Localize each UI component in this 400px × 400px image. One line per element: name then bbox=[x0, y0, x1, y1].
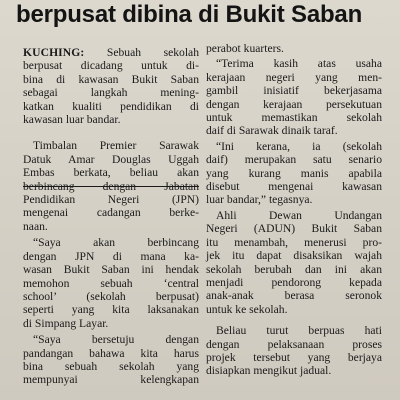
text-line: yang kurang manis apabila bbox=[206, 166, 382, 180]
dateline: KUCHING: bbox=[23, 46, 85, 59]
text-line: seperti yang kita laksanakan bbox=[23, 303, 199, 317]
text-line: menjadi pendorong kepada bbox=[206, 275, 382, 289]
paragraph-quote-2 bbox=[206, 140, 382, 207]
text-line: kerajaan negeri yang men- bbox=[206, 70, 382, 84]
text-line-struck: berbincang dengan Jabatan bbox=[23, 179, 199, 193]
text-line: gambil inisiatif bekerjasama bbox=[206, 84, 382, 98]
text-line: dengan kerajaan persekutuan bbox=[206, 97, 382, 111]
text-line: wasan Bukit Saban ini hendak bbox=[23, 263, 199, 277]
text-line: Embas berkata, beliau akan bbox=[23, 166, 199, 180]
text-line: Beliau turut berpuas hati bbox=[216, 324, 382, 338]
text-line: “Saya bersetuju dengan bbox=[33, 333, 199, 347]
paragraph-adun bbox=[206, 209, 382, 316]
text-line: memohon sebuah ‘central bbox=[23, 276, 199, 290]
text-line: mengenai cadangan berke- bbox=[23, 206, 199, 220]
text-line: “Terima kasih atas usaha bbox=[216, 57, 382, 71]
text-line: luar bandar,” tegasnya. bbox=[206, 193, 313, 207]
text-line: disiapkan mengikut jadual. bbox=[206, 364, 332, 378]
text-line: untuk memastikan sekolah bbox=[206, 111, 382, 125]
text-line: projek tersebut yang berjaya bbox=[206, 350, 382, 364]
text-line: perabot kuarters. bbox=[206, 42, 284, 55]
text-line: Pendidikan Negeri (JPN) bbox=[23, 193, 199, 207]
text-line: pandangan bahawa kita harus bbox=[23, 346, 199, 360]
text-line: Ahli Dewan Undangan bbox=[216, 208, 382, 222]
text-line: Timbalan Premier Sarawak bbox=[33, 139, 199, 153]
paragraph-2 bbox=[23, 139, 199, 233]
text-line: “Saya akan berbincang bbox=[33, 236, 199, 250]
headline: berpusat dibina di Bukit Saban bbox=[16, 1, 363, 28]
paragraph-continued bbox=[206, 42, 382, 55]
text-line: daif di Sarawak dinaik taraf. bbox=[206, 124, 338, 138]
text-line: di Simpang Layar. bbox=[23, 316, 109, 330]
paragraph-1 bbox=[23, 46, 199, 126]
paragraph-3 bbox=[23, 236, 199, 330]
article-column-right bbox=[206, 42, 382, 380]
text-line: disebut mengenai kawasan bbox=[206, 180, 382, 194]
text-line: Negeri (ADUN) Bukit Saban bbox=[206, 222, 382, 236]
paragraph-quote-1 bbox=[206, 57, 382, 137]
text-line: katkan kualiti pendidikan di bbox=[23, 99, 199, 113]
text-line: bina sebuah sekolah yang bbox=[23, 359, 199, 373]
text-line: jek itu dapat disaksikan wajah bbox=[206, 249, 382, 263]
text-line: dengan pelaksanaan proses bbox=[206, 337, 382, 351]
paragraph-1-opening: Sebuah sekolah bbox=[106, 46, 199, 59]
text-line: sekolah berubah dan ini akan bbox=[206, 262, 382, 276]
text-line: school’ (sekolah berpusat) bbox=[23, 289, 199, 303]
text-line: untuk ke sekolah. bbox=[206, 302, 288, 316]
text-line: Datuk Amar Douglas Uggah bbox=[23, 152, 199, 166]
text-line: bina di kawasan Bukit Saban bbox=[23, 72, 199, 86]
text-line: kawasan luar bandar. bbox=[23, 113, 121, 127]
text-line: dengan JPN di mana ka- bbox=[23, 249, 199, 263]
text-line: mempunyai kelengkapan bbox=[23, 373, 199, 387]
text-line: naan. bbox=[23, 219, 48, 233]
text-line: “Ini kerana, ia (sekolah bbox=[216, 139, 382, 153]
paragraph-closing bbox=[206, 324, 382, 378]
text-line: sebagai langkah mening- bbox=[23, 86, 199, 100]
text-line: berpusat dicadang untuk di- bbox=[23, 59, 199, 73]
paragraph-4 bbox=[23, 333, 199, 387]
article-column-left bbox=[23, 46, 199, 389]
text-line: anak-anak berasa seronok bbox=[206, 289, 382, 303]
text-line: daif) merupakan satu senario bbox=[206, 153, 382, 167]
text-line: itu menambah, menerusi pro- bbox=[206, 235, 382, 249]
